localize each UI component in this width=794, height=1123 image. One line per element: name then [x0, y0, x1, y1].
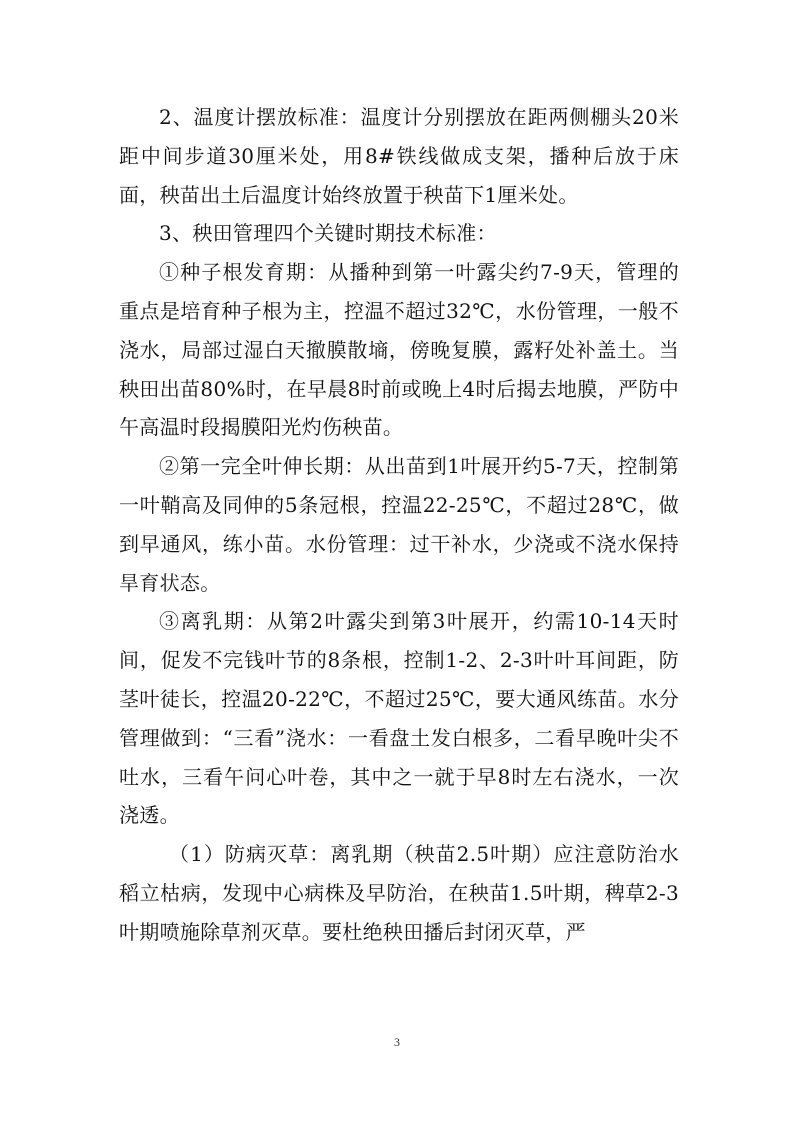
paragraph-weaning-stage: ③离乳期：从第2叶露尖到第3叶展开，约需10-14天时间，促发不完钱叶节的8条根，控制1-2、2-3叶叶耳间距，防茎叶徒长，控温20-22℃，不超过25℃，要大通风练苗。水分管理做到：“三看”浇水：一看盘土发白根多，二看早晚叶尖不吐水，三看午问心叶卷，其中之一就于早8时左右浇水，一次浇透。: [119, 609, 679, 828]
paragraph-thermometer-placement: 2、温度计摆放标准：温度计分别摆放在距两侧棚头20米距中间步道30厘米处，用8#铁线做成支架，播种后放于床面，秧苗出土后温度计始终放置于秧苗下1厘米处。: [119, 105, 679, 207]
body-text: [119, 98, 679, 952]
paragraph-disease-weed-control: （1）防病灭草：离乳期（秧苗2.5叶期）应注意防治水稻立枯病，发现中心病株及早防治，在秧苗1.5叶期，稗草2-3叶期喷施除草剂灭草。要杜绝秧田播后封闭灭草，严: [119, 842, 679, 944]
paragraph-first-leaf-stage: ②第一完全叶伸长期：从出苗到1叶展开约5-7天，控制第一叶鞘高及同伸的5条冠根，控温22-25℃，不超过28℃，做到早通风，练小苗。水份管理：过干补水，少浇或不浇水保持旱育状态。: [119, 454, 679, 595]
paragraph-seed-root-stage: ①种子根发育期：从播种到第一叶露尖约7-9天，管理的重点是培育种子根为主，控温不超过32℃，水份管理，一般不浇水，局部过湿白天撤膜散墒，傍晚复膜，露籽处补盖土。当秧田出苗80%时，在早晨8时前或晚上4时后揭去地膜，严防中午高温时段揭膜阳光灼伤秧苗。: [119, 260, 679, 440]
page-number: 3: [394, 1035, 400, 1049]
paragraph-seedbed-key-periods-heading: 3、秧田管理四个关键时期技术标准：: [159, 221, 497, 246]
